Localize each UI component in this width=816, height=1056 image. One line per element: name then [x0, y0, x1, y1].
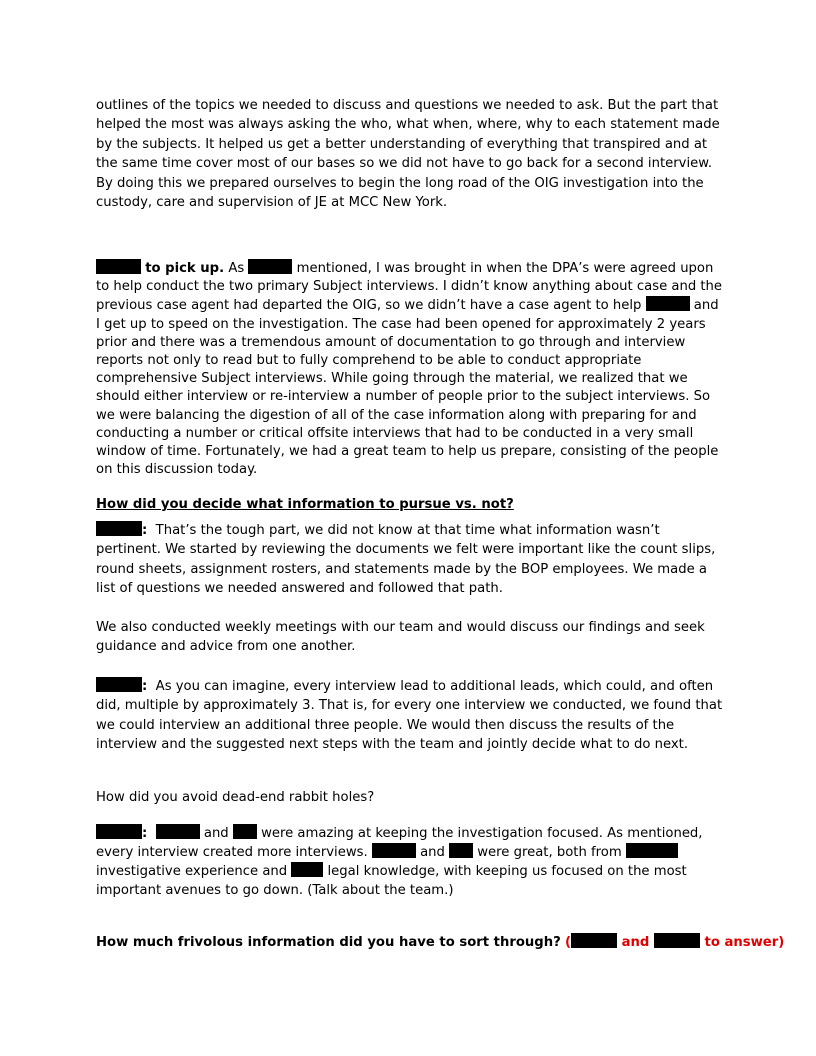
answer-paragraph-1 [96, 521, 726, 599]
redaction-box [626, 843, 678, 858]
redaction-box [646, 296, 690, 311]
text-run: legal knowledge, with keeping us focused on the most important avenues to go down. (Talk about the team.) [96, 864, 687, 898]
text-run: mentioned, I was brought in when the DPA’s were agreed upon to help conduct the two primary Subject interviews. I didn’t know anything about case and the previous case agent had departed the OIG, so we didn’t have a case agent to help [96, 261, 723, 314]
question-text: How did you decide what information to pursue vs. not? [96, 497, 514, 512]
redaction-box [96, 521, 142, 536]
red-note-close: to answer) [699, 935, 785, 950]
redaction-box [372, 843, 416, 858]
redaction-box [96, 824, 142, 839]
answer-text: We also conducted weekly meetings with our team and would discuss our findings and seek guidance and advice from one another. [96, 620, 705, 655]
redaction-box [571, 933, 617, 948]
answer-text: As you can imagine, every interview lead to additional leads, which could, and often did, multiple by approximately 3. That is, for every one interview we conducted, we found that we could interview an additional three people. We would then discuss the results of the interview and the suggested next steps with the team and jointly decide what to do next. [96, 679, 723, 753]
text-run: As [224, 261, 249, 276]
redaction-box [96, 259, 141, 274]
text-run: investigative experience and [96, 864, 292, 880]
redaction-box [233, 824, 257, 839]
text-run: and [199, 826, 233, 841]
question-heading-2 [96, 788, 726, 807]
text-run: and [415, 845, 450, 861]
question-heading-1 [96, 495, 726, 514]
redaction-box [96, 677, 142, 692]
speaker-colon: : [142, 826, 148, 841]
question-heading-3 [96, 933, 785, 952]
answer-text: That’s the tough part, we did not know at that time what information wasn’t pertinent. We started by reviewing the documents we felt were important like the count slips, round sheets, assignment rosters, and statements made by the BOP employees. We made a list of questions we needed answered and followed that path. [96, 523, 716, 597]
text-run: were great, both from [473, 845, 626, 861]
red-note-and: and [617, 935, 654, 950]
speaker-colon: : [142, 679, 148, 694]
answer-paragraph-2 [96, 677, 726, 755]
redaction-box [291, 862, 323, 877]
question-text: How much frivolous information did you have to sort through? [96, 935, 561, 950]
paragraph-interview-preparation [96, 96, 726, 212]
question-text: How did you avoid dead-end rabbit holes? [96, 790, 375, 805]
redaction-box [248, 259, 292, 274]
redaction-box [654, 933, 700, 948]
bold-lead-in: to pick up. [145, 261, 225, 276]
text-run: were amazing at keeping the investigation focused. As mentioned, every interview created more interviews. [96, 826, 703, 861]
answer-paragraph-3 [96, 824, 726, 900]
red-note-open: ( [564, 935, 572, 950]
answer-paragraph-1b [96, 618, 726, 657]
speaker-colon: : [142, 523, 148, 538]
paragraph-text: outlines of the topics we needed to discuss and questions we needed to ask. But the part that helped the most was always asking the who, what when, where, why to each statement made by the subjects. It helped us get a better understanding of everything that transpired and at the same time cover most of our bases so we did not have to go back for a second interview. By doing this we prepared ourselves to begin the long road of the OIG investigation into the custody, care and supervision of JE at MCC New York. [96, 98, 720, 211]
text-run: and I get up to speed on the investigation. The case had been opened for approximately 2 years prior and there was a tremendous amount of documentation to go through and interview reports not only to read but to fully comprehend to be able to conduct appropriate comprehensive Subject interviews. While going through the material, we realized that we should either interview or re-interview a number of people prior to the subject interviews. So we were balancing the digestion of all of the case information along with preparing for and conducting a number or critical offsite interviews that had to be conducted in a very small window of time. Fortunately, we had a great team to help us prepare, consisting of the people on this discussion today. [96, 298, 719, 478]
paragraph-case-background [96, 259, 726, 479]
redaction-box [449, 843, 473, 858]
redaction-box [156, 824, 200, 839]
